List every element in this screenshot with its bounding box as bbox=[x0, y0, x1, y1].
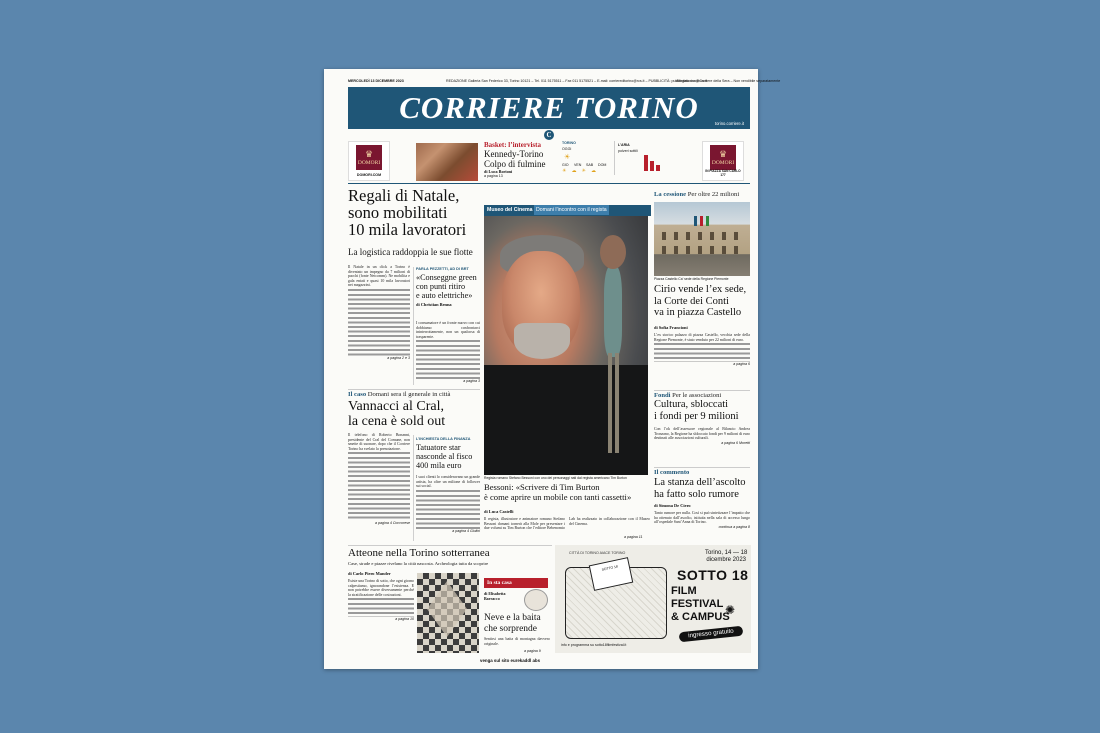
vannacci-side-title-3: 400 mila euro bbox=[416, 461, 462, 470]
flag-icon bbox=[700, 216, 703, 226]
kicker-rest: Per oltre 22 milioni bbox=[687, 191, 740, 198]
vannacci-kicker bbox=[348, 391, 450, 398]
cinema-title-1: Bessoni: «Scrivere di Tim Burton bbox=[484, 482, 600, 492]
cessione-body-wrap bbox=[654, 333, 750, 389]
ad-url: IN PIAZZA SAN CARLO 177 bbox=[705, 169, 741, 177]
meteo-day-2: SAB bbox=[586, 163, 594, 167]
cessione-headline[interactable] bbox=[654, 284, 754, 319]
cessione-title-3: va in piazza Castello bbox=[654, 307, 742, 318]
festival-subtitle-1: FILM FESTIVAL bbox=[671, 585, 724, 610]
commento-rule bbox=[654, 467, 750, 468]
cinema-bar bbox=[484, 205, 651, 216]
meteo-day-0: GIO bbox=[562, 163, 569, 167]
window bbox=[698, 232, 702, 240]
basket-box[interactable] bbox=[484, 141, 556, 178]
lead-title-1: Regali di Natale, bbox=[348, 186, 460, 205]
aria-bar-1 bbox=[644, 155, 648, 171]
aria-text: polveri sottili bbox=[618, 149, 638, 153]
domori-logo-right bbox=[710, 145, 736, 170]
cessione-caption: Piazza Castello Ca’ sede della Regione Piemonte bbox=[654, 277, 729, 281]
site-url[interactable]: torino.corriere.it bbox=[714, 121, 744, 126]
fondi-body: Con l’ok dell’assessore regionale al Bilancio Andrea Tronzano, la Regione ha sbloccato fondi per 9 milioni di euro destinati alle associazioni culturali. bbox=[654, 427, 750, 441]
weather-icons: ☀☁☀☁ bbox=[562, 168, 601, 174]
vannacci-side-page: a pagina 4 Giulini bbox=[452, 528, 480, 533]
cinema-headline[interactable] bbox=[484, 483, 650, 502]
window bbox=[662, 232, 666, 240]
lead-side-byline: di Christian Benna bbox=[416, 302, 452, 307]
cessione-lines bbox=[654, 342, 750, 362]
festival-info: info e programma su sotto18filmfestival.it bbox=[561, 643, 627, 647]
festival-date-2: dicembre 2023 bbox=[706, 557, 747, 563]
cessione-title-1: Cirio vende l’ex sede, bbox=[654, 284, 747, 295]
vannacci-title-1: Vannacci al Cral, bbox=[348, 399, 445, 414]
atteone-page: a pagina 10 bbox=[395, 617, 414, 622]
ad-url: DOMORI.COM bbox=[356, 173, 382, 177]
festival-date-1: Torino, 14 — 18 bbox=[705, 550, 748, 556]
cessione-body: L’ex storico palazzo di piazza Castello, vecchia sede della Regione Piemonte, è stato venduto per 22 milioni di euro. bbox=[654, 333, 750, 342]
basket-kicker: Basket: l’intervista bbox=[484, 141, 541, 149]
window bbox=[686, 246, 690, 254]
cinema-byline: di Luca Castelli bbox=[484, 509, 514, 514]
vannacci-page: a pagina 4 Coccorese bbox=[375, 521, 410, 526]
vannacci-side-title-1: Tatuatore star bbox=[416, 443, 461, 452]
vannacci-body: Il telefono di Roberto Bonanni, presidente del Cral del Comune, non smette di suonare, dopo che il Corriere Torino ha svelato la prenotazione. bbox=[348, 433, 410, 451]
ad-domori-left[interactable] bbox=[348, 141, 390, 181]
aria-bar-2 bbox=[650, 161, 654, 171]
window bbox=[710, 246, 714, 254]
festival-ad[interactable] bbox=[555, 545, 751, 653]
vannacci-side-lines bbox=[416, 489, 480, 529]
cinema-body: Il regista, illustratore e animatore romano Stefano Bessoni domani tornerà alla Mole per presentare i due volumi su Tim Burton che l’editore Bebenomio Lab ha realizzato in collaborazione con il Museo del Cinema. bbox=[484, 517, 650, 531]
festival-badge: ingresso gratuito bbox=[679, 626, 744, 643]
atteone-headline[interactable]: Atteone nella Torino sotterranea bbox=[348, 547, 490, 559]
vannacci-body-wrap bbox=[348, 433, 410, 543]
atteone-byline: di Carlo Piero Mander bbox=[348, 571, 391, 576]
sparkle-icon: ✺ bbox=[725, 603, 736, 617]
lead-side-lines bbox=[416, 339, 480, 379]
instacasa-kicker: In sta casa bbox=[484, 578, 548, 588]
meteo-box bbox=[562, 141, 674, 179]
castello-photo[interactable] bbox=[654, 202, 750, 276]
lead-side-body: I consumatore è un fronte nuovo con cui dobbiamo confrontarci ininterrottamente, non un qualcosa di trasparente. bbox=[416, 321, 480, 339]
lead-headline[interactable] bbox=[348, 187, 480, 238]
lead-title-2: sono mobilitati bbox=[348, 203, 448, 222]
basket-byline: di Luca Borioni bbox=[484, 169, 513, 174]
lead-side-title-1: «Conseggne green bbox=[416, 273, 477, 282]
festival-logos: CITTÀ DI TORINO AIACE TORINO bbox=[569, 551, 626, 555]
fondi-title-2: i fondi per 9 milioni bbox=[654, 410, 739, 422]
meteo-divider bbox=[614, 141, 615, 175]
commento-byline: di Simona De Ciero bbox=[654, 503, 691, 508]
festival-subtitle-2: & CAMPUS bbox=[671, 611, 730, 623]
atteone-body-wrap bbox=[348, 579, 414, 655]
festival-subtitle bbox=[671, 585, 751, 624]
kicker-rest: Per le associazioni bbox=[672, 392, 722, 399]
masthead bbox=[348, 87, 750, 129]
lead-divider bbox=[413, 267, 414, 385]
redazione-info: REDAZIONE Galleria San Federico 33, Torino 10121 – Tel. 011 5175511 – Fax 011 5175521 – E-mail: corriereditorino@rcs.it – PUBBLICITÀ: pubblicitatorino@rcs.it bbox=[446, 79, 707, 83]
puppet-body bbox=[604, 267, 622, 357]
meteo-city: TORINO bbox=[562, 141, 576, 145]
commento-kicker: Il commento bbox=[654, 469, 690, 476]
commento-headline[interactable] bbox=[654, 477, 754, 500]
window bbox=[662, 246, 666, 254]
cinema-bar-sub: Domani l’incontro con il regista bbox=[536, 207, 607, 213]
mosaic-photo[interactable] bbox=[417, 573, 479, 653]
fondi-kicker bbox=[654, 392, 721, 399]
festival-ticket: SOTTO 18 bbox=[589, 557, 634, 591]
aria-label: L’ARIA bbox=[618, 143, 630, 147]
window bbox=[710, 232, 714, 240]
vannacci-lines bbox=[348, 451, 410, 521]
cinema-title-2: è come aprire un mobile con tanti cassetti» bbox=[484, 491, 632, 502]
aria-bar-3 bbox=[656, 165, 660, 171]
photo-puppet bbox=[596, 235, 630, 465]
fondi-rule bbox=[654, 390, 750, 391]
window bbox=[722, 246, 726, 254]
instacasa-headline[interactable] bbox=[484, 613, 552, 634]
festival-title: SOTTO 18 bbox=[677, 567, 749, 583]
photo-beard bbox=[514, 323, 570, 359]
window bbox=[722, 232, 726, 240]
top-band-rule bbox=[348, 183, 750, 184]
lead-side-label: PARLA PEZZETTI, AD DI BRT bbox=[416, 267, 469, 271]
window bbox=[734, 246, 738, 254]
ad-domori-right[interactable] bbox=[702, 141, 744, 181]
vannacci-side-title-2: nasconde al fisco bbox=[416, 452, 473, 461]
lead-side[interactable] bbox=[416, 267, 480, 307]
allegato-note: Allegato con il Corriere della Sera – Non vendibile separatamente bbox=[676, 79, 781, 83]
puppet-leg bbox=[615, 353, 619, 453]
cessione-page: a pagina 6 bbox=[733, 362, 750, 367]
lead-side-page: a pagina 3 bbox=[463, 379, 480, 384]
commento-title-2: ha fatto solo rumore bbox=[654, 488, 739, 500]
vannacci-rule bbox=[348, 389, 480, 390]
puppet-leg bbox=[608, 353, 612, 453]
lead-body: Il Natale in un click a Torino è diventato un impegno da 7 milioni di pacchi (fonte Netcomm). Ne mobilita e gala entati e quasi 10 mila lavoratori nei magazzini. bbox=[348, 265, 410, 288]
vannacci-side-label: L’INCHIESTA DELLA FINANZA bbox=[416, 437, 471, 441]
atteone-subtitle: Case, strade e piazze rivelano la città nascosta. Archeologia tutta da scoprire bbox=[348, 561, 489, 566]
cessione-title-2: la Corte dei Conti bbox=[654, 295, 729, 307]
cinema-photo[interactable] bbox=[484, 205, 648, 475]
issue-date: MERCOLEDÌ 13 DICEMBRE 2023 bbox=[348, 79, 404, 83]
commento-page: continua a pagina 8 bbox=[718, 524, 750, 529]
commento-body-wrap bbox=[654, 511, 750, 543]
lead-subtitle: La logistica raddoppia le sue flotte bbox=[348, 247, 473, 257]
crown-icon: ♛ bbox=[718, 149, 728, 159]
instacasa-title-1: Neve e la baita bbox=[484, 613, 541, 623]
window bbox=[698, 246, 702, 254]
lead-side-body-wrap bbox=[416, 321, 480, 385]
c-seal-icon: C bbox=[544, 130, 554, 140]
lead-body-wrap bbox=[348, 265, 410, 383]
festival-date bbox=[705, 550, 747, 564]
instacasa-title-2: che sorprende bbox=[484, 623, 538, 634]
meteo-day-3: DOM bbox=[598, 163, 607, 167]
newspaper-page bbox=[324, 69, 781, 669]
domori-logo bbox=[356, 145, 382, 170]
fondi-page: a pagina 6 Moretti bbox=[721, 440, 750, 445]
window bbox=[674, 246, 678, 254]
bottom-rule bbox=[348, 545, 552, 546]
kicker-word: Fondi bbox=[654, 392, 671, 399]
cessione-byline: di Sofia Francioni bbox=[654, 325, 688, 330]
lead-body-lines bbox=[348, 288, 410, 356]
window bbox=[674, 232, 678, 240]
vannacci-divider bbox=[413, 435, 414, 541]
instacasa-byline-2: Barracco bbox=[484, 596, 500, 601]
kicker-word: La cessione bbox=[654, 191, 687, 198]
basket-title-2: Colpo di fulmine bbox=[484, 159, 546, 169]
basket-photo bbox=[416, 143, 478, 181]
fondi-headline[interactable] bbox=[654, 399, 754, 422]
basket-page: a pagina 13 bbox=[484, 174, 503, 178]
flag-icon bbox=[706, 216, 709, 226]
newspaper-logo: CORRIERE TORINO bbox=[399, 90, 699, 125]
lead-title-3: 10 mila lavoratori bbox=[348, 220, 467, 239]
commento-title-1: La stanza dell’ascolto bbox=[654, 477, 746, 488]
cinema-bar-title: Museo del Cinema bbox=[487, 207, 533, 213]
vannacci-side-body: I suoi clienti lo consideravano un grande artista, ha oltre un milione di follower sui social. bbox=[416, 475, 480, 489]
crown-icon: ♛ bbox=[364, 149, 374, 159]
cessione-kicker bbox=[654, 191, 739, 198]
vannacci-side-body-wrap bbox=[416, 475, 480, 543]
vannacci-side[interactable] bbox=[416, 437, 480, 470]
window bbox=[734, 232, 738, 240]
atteone-lines bbox=[348, 597, 414, 617]
flag-icon bbox=[694, 216, 697, 226]
instacasa-body: Sentirsi una baita di montagna davvero originale. bbox=[484, 637, 550, 646]
lead-side-title-2: con punti ritiro bbox=[416, 282, 466, 291]
instacasa-page: a pagina 9 bbox=[524, 649, 541, 653]
cinema-page: a pagina 11 bbox=[624, 535, 643, 539]
window bbox=[686, 232, 690, 240]
ad-brand: DOMORI bbox=[711, 160, 735, 166]
author-avatar bbox=[524, 589, 548, 611]
ad-brand: DOMORI bbox=[357, 160, 381, 166]
lead-side-title-3: e auto elettriche» bbox=[416, 291, 473, 300]
commento-body: Tanto rumore per nulla. Così si può sintetizzare l’impatto che ha ottenuto dall’ascolto, istituita nella sala di accesso lungo all’ospedale Sant’Anna di Torino. bbox=[654, 511, 750, 525]
kicker-word: Il caso bbox=[348, 391, 367, 398]
sun-icon: ☀ bbox=[564, 153, 571, 161]
puppet-head bbox=[600, 235, 626, 269]
meteo-day-1: VEN bbox=[574, 163, 582, 167]
atteone-body: Esiste una Torino di sotto, che ogni giorno calpestiamo, ignorandone l’esistenza. E non potrebbe essere diversamente perché la stratificazione delle costruzioni. bbox=[348, 579, 415, 597]
basket-title-1: Kennedy-Torino bbox=[484, 149, 544, 159]
meteo-oggi: OGGI bbox=[562, 147, 572, 151]
kicker-rest: Domani sera il generale in città bbox=[367, 391, 451, 398]
instacasa-byline bbox=[484, 591, 505, 601]
fondi-title-1: Cultura, sbloccati bbox=[654, 399, 729, 410]
lead-page: a pagina 2 e 3 bbox=[387, 355, 410, 360]
vannacci-headline[interactable] bbox=[348, 399, 482, 429]
footer-text: venga sul sito eurekaddl abs bbox=[480, 658, 541, 663]
fondi-body-wrap bbox=[654, 427, 750, 465]
vannacci-title-2: la cena è sold out bbox=[348, 414, 446, 429]
cinema-caption: Regista romano Stefano Bessoni con uno dei personaggi nati dal regista americano Tim Burton bbox=[484, 476, 627, 480]
instacasa-byline-1: di Elisabetta bbox=[484, 591, 506, 596]
